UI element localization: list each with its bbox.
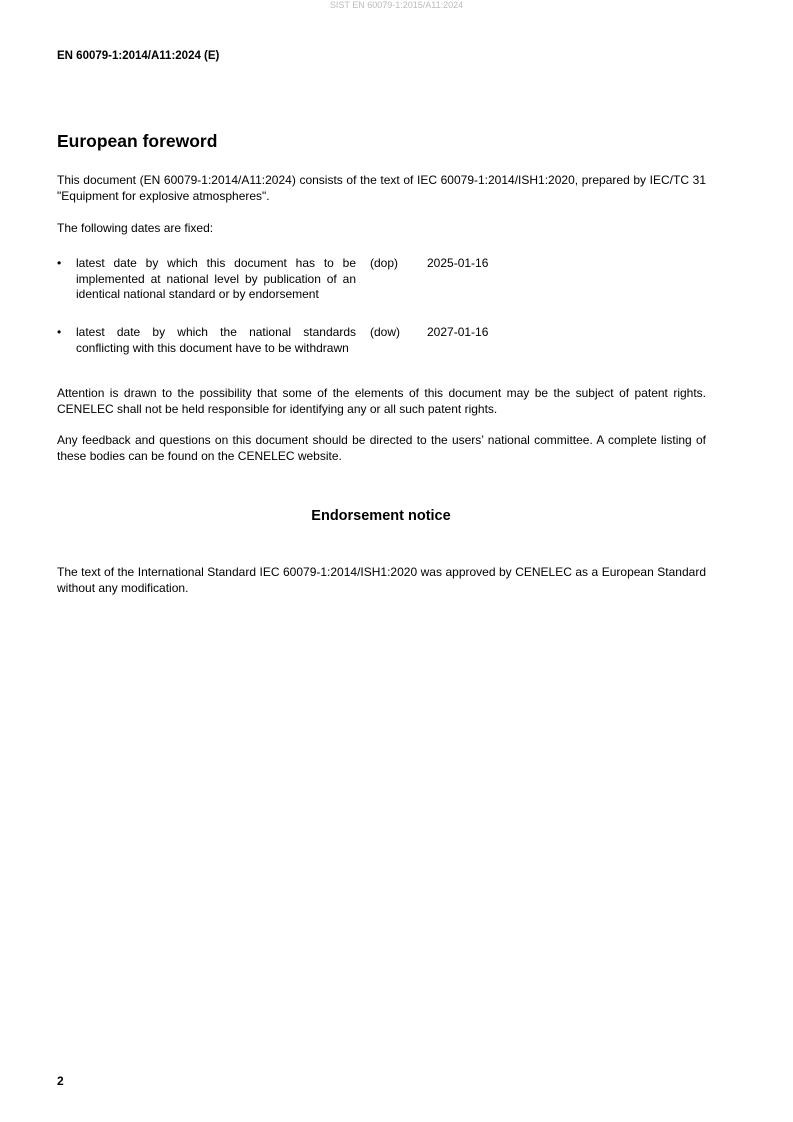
bullet-icon: • xyxy=(57,325,62,339)
date-code: (dow) xyxy=(370,325,401,339)
date-description: latest date by which this document has to be implemented at national level by publication of an identical national standard or by endorsement xyxy=(76,256,356,301)
dates-intro-paragraph: The following dates are fixed: xyxy=(57,221,214,235)
foreword-title: European foreword xyxy=(57,131,218,151)
foreword-intro-paragraph: This document (EN 60079-1:2014/A11:2024) consists of the text of IEC 60079-1:2014/ISH1:2020, prepared by IEC/TC 31 "Equipment for explosive atmospheres". xyxy=(57,173,706,203)
watermark: SIST EN 60079-1:2015/A11:2024 xyxy=(329,0,464,10)
date-description: latest date by which the national standards conflicting with this document have to be withdrawn xyxy=(76,325,356,355)
patent-notice-paragraph: Attention is drawn to the possibility that some of the elements of this document may be the subject of patent rights. CENELEC shall not be held responsible for identifying any or all such patent rights. xyxy=(57,386,706,416)
date-code: (dop) xyxy=(370,256,399,270)
document-identifier: EN 60079-1:2014/A11:2024 (E) xyxy=(57,50,220,62)
endorsement-paragraph: The text of the International Standard IEC 60079-1:2014/ISH1:2020 was approved by CENELEC as a European Standard without any modification. xyxy=(57,565,706,595)
bullet-icon: • xyxy=(57,256,62,270)
feedback-paragraph: Any feedback and questions on this document should be directed to the users’ national committee. A complete listing of these bodies can be found on the CENELEC website. xyxy=(57,433,706,463)
date-value: 2025-01-16 xyxy=(427,256,489,270)
date-value: 2027-01-16 xyxy=(427,325,489,339)
page-number: 2 xyxy=(57,1074,64,1088)
endorsement-title: Endorsement notice xyxy=(311,508,451,524)
